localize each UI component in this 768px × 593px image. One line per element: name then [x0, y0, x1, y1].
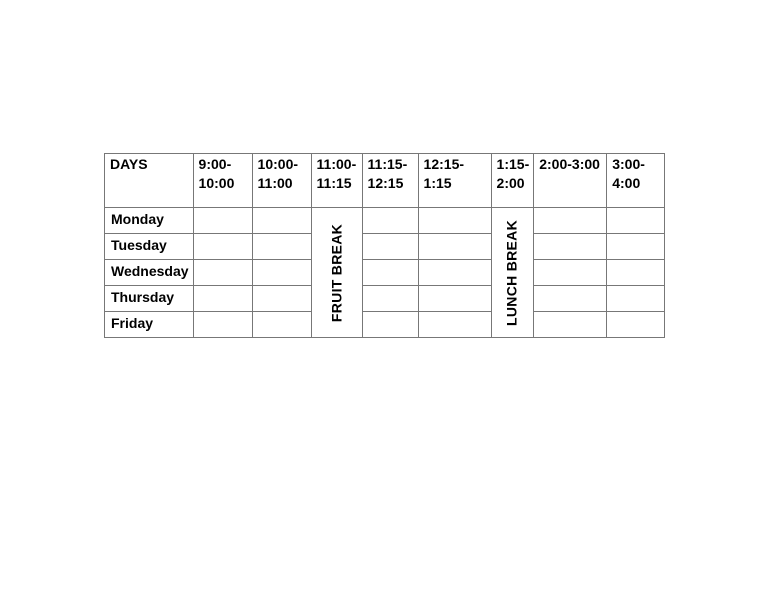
empty-cell: [252, 286, 311, 312]
empty-cell: [607, 208, 665, 234]
slot-header: 9:00- 10:00: [193, 154, 252, 208]
empty-cell: [362, 286, 418, 312]
empty-cell: [607, 312, 665, 338]
empty-cell: [607, 260, 665, 286]
empty-cell: [418, 260, 491, 286]
table-row: [105, 312, 665, 338]
empty-cell: [252, 260, 311, 286]
empty-cell: [252, 312, 311, 338]
days-header: DAYS: [105, 154, 194, 208]
slot-header: 3:00- 4:00: [607, 154, 665, 208]
empty-cell: [607, 234, 665, 260]
empty-cell: [193, 208, 252, 234]
table-row: [105, 286, 665, 312]
empty-cell: [252, 208, 311, 234]
slot-header: 11:15- 12:15: [362, 154, 418, 208]
slot-header: 12:15- 1:15: [418, 154, 491, 208]
empty-cell: [193, 286, 252, 312]
table-row: [105, 260, 665, 286]
empty-cell: [193, 234, 252, 260]
empty-cell: [534, 208, 607, 234]
slot-header: 10:00- 11:00: [252, 154, 311, 208]
timetable: [104, 153, 665, 338]
empty-cell: [362, 260, 418, 286]
lunch-break-cell: [491, 208, 534, 338]
fruit-break-label: FRUIT BREAK: [328, 223, 345, 322]
day-label: Thursday: [105, 286, 194, 312]
lunch-break-label: LUNCH BREAK: [503, 219, 520, 326]
slot-header: 1:15- 2:00: [491, 154, 534, 208]
fruit-break-cell: [311, 208, 362, 338]
empty-cell: [362, 208, 418, 234]
empty-cell: [193, 260, 252, 286]
day-label: Friday: [105, 312, 194, 338]
empty-cell: [252, 234, 311, 260]
empty-cell: [534, 260, 607, 286]
empty-cell: [418, 312, 491, 338]
empty-cell: [607, 286, 665, 312]
empty-cell: [418, 208, 491, 234]
day-label: Wednesday: [105, 260, 194, 286]
empty-cell: [362, 312, 418, 338]
table-row: [105, 208, 665, 234]
empty-cell: [362, 234, 418, 260]
day-label: Tuesday: [105, 234, 194, 260]
empty-cell: [418, 286, 491, 312]
table-row: [105, 234, 665, 260]
empty-cell: [534, 286, 607, 312]
day-label: Monday: [105, 208, 194, 234]
header-row: [105, 154, 665, 208]
empty-cell: [193, 312, 252, 338]
slot-header: 11:00- 11:15: [311, 154, 362, 208]
empty-cell: [418, 234, 491, 260]
slot-header: 2:00-3:00: [534, 154, 607, 208]
empty-cell: [534, 234, 607, 260]
empty-cell: [534, 312, 607, 338]
